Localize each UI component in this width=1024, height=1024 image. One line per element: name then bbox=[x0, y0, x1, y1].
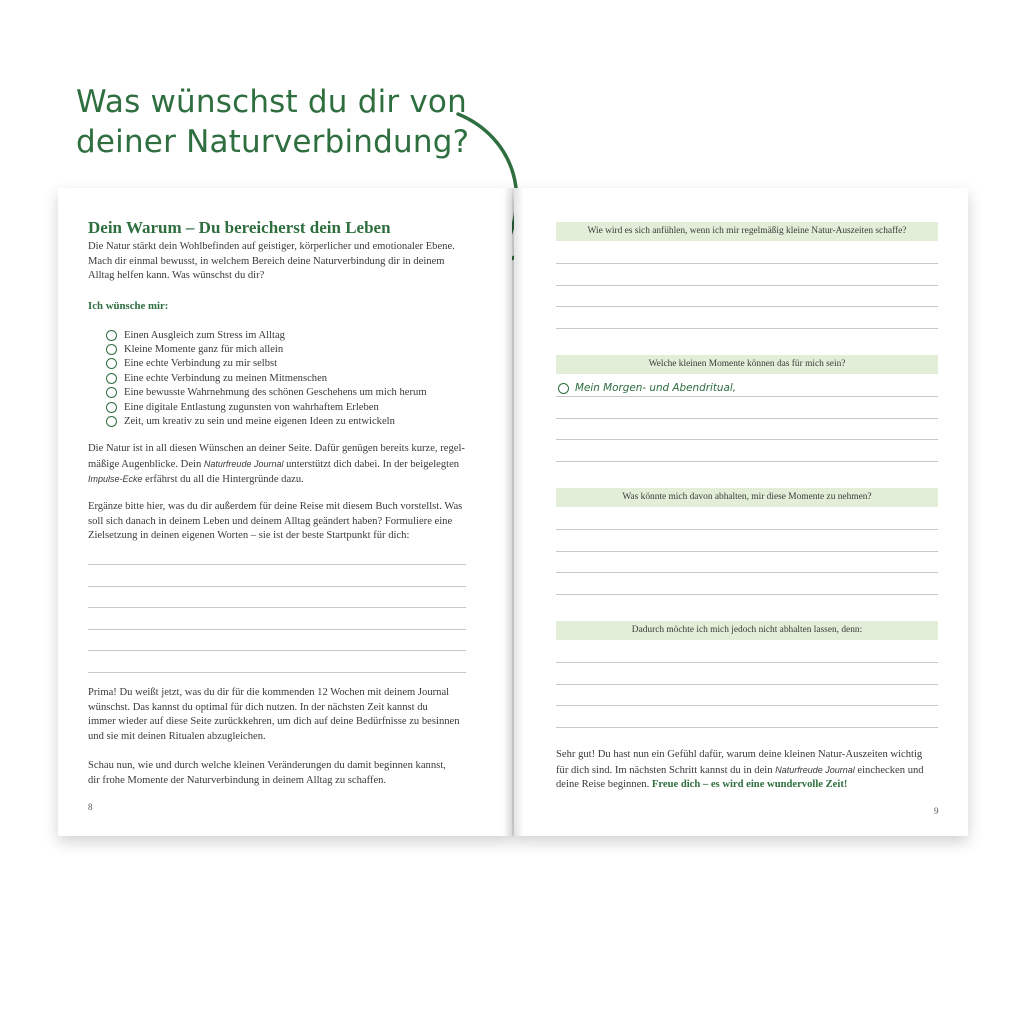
wish-item[interactable] bbox=[106, 357, 427, 371]
nature-line: mäßige Augenblicke. Dein bbox=[88, 458, 204, 470]
writing-line[interactable] bbox=[556, 572, 938, 573]
intro-line: Mach dir einmal bewusst, in welchem Bereich deine Naturverbindung dir in deinem bbox=[88, 255, 445, 267]
wish-label: Eine digitale Entlastung zugunsten von wahrhaftem Erleben bbox=[124, 401, 379, 413]
writing-line[interactable] bbox=[556, 328, 938, 329]
page-title: Dein Warum – Du bereicherst dein Leben bbox=[88, 218, 391, 237]
writing-line[interactable] bbox=[556, 705, 938, 706]
closing-highlight: Freue dich – es wird eine wundervolle Zeit! bbox=[651, 779, 848, 791]
prima-line: und sie mit deinen Ritualen abzugleichen. bbox=[88, 730, 266, 742]
wish-label: Zeit, um kreativ zu sein und meine eigenen Ideen zu entwickeln bbox=[124, 416, 395, 428]
wish-label: Einen Ausgleich zum Stress im Alltag bbox=[124, 329, 285, 341]
closing-line: Sehr gut! Du hast nun ein Gefühl dafür, warum deine kleinen Natur-Auszeiten wichtig bbox=[556, 749, 923, 760]
nature-line: erfährst du all die Hintergründe dazu. bbox=[142, 474, 304, 486]
wish-item[interactable] bbox=[106, 328, 427, 342]
page-number-left: 8 bbox=[88, 802, 93, 812]
writing-line[interactable] bbox=[556, 396, 938, 397]
intro-paragraph bbox=[88, 240, 468, 284]
prima-line: immer wieder auf diese Seite zurückkehren, um dich auf deine Bedürfnisse zu besinnen bbox=[88, 716, 460, 728]
writing-line[interactable] bbox=[88, 672, 466, 673]
right-page bbox=[514, 188, 968, 836]
checkbox-circle-icon[interactable] bbox=[106, 344, 117, 355]
writing-line[interactable] bbox=[556, 285, 938, 286]
closing-line: einchecken und bbox=[854, 764, 924, 776]
writing-line[interactable] bbox=[88, 650, 466, 651]
book-gutter bbox=[504, 188, 524, 836]
open-book bbox=[58, 188, 968, 836]
goal-line: Zielsetzung in deinen eigenen Worten – sie ist der beste Startpunkt für dich: bbox=[88, 530, 410, 542]
checkbox-circle-icon[interactable] bbox=[558, 383, 569, 394]
writing-line[interactable] bbox=[556, 529, 938, 530]
writing-line[interactable] bbox=[88, 586, 466, 587]
wish-item[interactable] bbox=[106, 386, 427, 400]
journal-name: Naturfreude Journal bbox=[203, 458, 284, 469]
checkbox-circle-icon[interactable] bbox=[106, 416, 117, 427]
nature-line: unterstützt dich dabei. In der beigelegten bbox=[283, 458, 460, 470]
question-bar: Wie wird es sich anfühlen, wenn ich mir regelmäßig kleine Natur-Auszeiten schaffe? bbox=[556, 222, 938, 241]
writing-line[interactable] bbox=[556, 263, 938, 264]
prima-line: wünschst. Das kannst du optimal für dich nutzen. In der nächsten Zeit kannst du bbox=[88, 701, 428, 713]
wish-heading: Ich wünsche mir: bbox=[88, 300, 169, 312]
wish-item[interactable] bbox=[106, 414, 427, 428]
headline-line-2: deiner Naturverbindung? bbox=[76, 124, 470, 160]
writing-line[interactable] bbox=[88, 607, 466, 608]
goal-line: soll sich danach in deinem Leben und deinem Alltag geändert haben? Formuliere eine bbox=[88, 515, 453, 527]
prima-line: Prima! Du weißt jetzt, was du dir für die kommenden 12 Wochen mit deinem Journal bbox=[88, 687, 450, 698]
question-bar: Was könnte mich davon abhalten, mir diese Momente zu nehmen? bbox=[556, 488, 938, 507]
question-bar: Dadurch möchte ich mich jedoch nicht abhalten lassen, denn: bbox=[556, 621, 938, 640]
writing-line[interactable] bbox=[556, 551, 938, 552]
writing-line[interactable] bbox=[556, 461, 938, 462]
wish-label: Kleine Momente ganz für mich allein bbox=[124, 344, 284, 356]
closing-line: deine Reise beginnen. bbox=[556, 779, 652, 791]
headline-line-1: Was wünschst du dir von bbox=[76, 84, 467, 120]
writing-line[interactable] bbox=[556, 594, 938, 595]
intro-line: Die Natur stärkt dein Wohlbefinden auf geistiger, körperlicher und emotionaler Ebene. bbox=[88, 241, 455, 252]
checkbox-circle-icon[interactable] bbox=[106, 330, 117, 341]
nature-line: Die Natur ist in all diesen Wünschen an deiner Seite. Dafür genügen bereits kurze, regel- bbox=[88, 443, 465, 454]
wish-label: Eine echte Verbindung zu meinen Mitmenschen bbox=[124, 372, 328, 384]
goal-paragraph bbox=[88, 500, 468, 544]
prima-paragraph bbox=[88, 686, 468, 744]
wish-label: Eine echte Verbindung zu mir selbst bbox=[124, 358, 278, 370]
writing-line[interactable] bbox=[556, 306, 938, 307]
intro-line: Alltag helfen kann. Was wünschst du dir? bbox=[88, 270, 265, 282]
journal-name: Naturfreude Journal bbox=[775, 764, 855, 775]
handwritten-answer[interactable] bbox=[558, 382, 736, 394]
wish-item[interactable] bbox=[106, 342, 427, 356]
schau-paragraph bbox=[88, 759, 468, 788]
question-bar: Welche kleinen Momente können das für mich sein? bbox=[556, 355, 938, 374]
writing-line[interactable] bbox=[556, 662, 938, 663]
closing-line: für dich sind. Im nächsten Schritt kannst du in dein bbox=[556, 764, 776, 776]
nature-paragraph bbox=[88, 442, 468, 488]
headline bbox=[76, 82, 469, 162]
schau-line: dir frohe Momente der Naturverbindung in deinem Alltag zu schaffen. bbox=[88, 774, 387, 786]
goal-line: Ergänze bitte hier, was du dir außerdem für deine Reise mit diesem Buch vorstellst. Was bbox=[88, 501, 463, 512]
impulse-name: Impulse-Ecke bbox=[88, 474, 143, 485]
writing-line[interactable] bbox=[556, 439, 938, 440]
wish-label: Eine bewusste Wahrnehmung des schönen Geschehens um mich herum bbox=[124, 387, 427, 399]
wish-item[interactable] bbox=[106, 400, 427, 414]
checkbox-circle-icon[interactable] bbox=[106, 387, 117, 398]
writing-line[interactable] bbox=[556, 727, 938, 728]
writing-line[interactable] bbox=[88, 564, 466, 565]
schau-line: Schau nun, wie und durch welche kleinen Veränderungen du damit beginnen kannst, bbox=[88, 760, 446, 771]
closing-paragraph bbox=[556, 748, 948, 793]
left-page bbox=[58, 188, 512, 836]
writing-line[interactable] bbox=[556, 418, 938, 419]
checkbox-circle-icon[interactable] bbox=[106, 373, 117, 384]
wish-checklist bbox=[106, 328, 427, 429]
wish-item[interactable] bbox=[106, 371, 427, 385]
page-number-right: 9 bbox=[934, 806, 939, 816]
writing-line[interactable] bbox=[88, 629, 466, 630]
answer-text: Mein Morgen- und Abendritual, bbox=[575, 382, 737, 394]
checkbox-circle-icon[interactable] bbox=[106, 358, 117, 369]
checkbox-circle-icon[interactable] bbox=[106, 402, 117, 413]
writing-line[interactable] bbox=[556, 684, 938, 685]
